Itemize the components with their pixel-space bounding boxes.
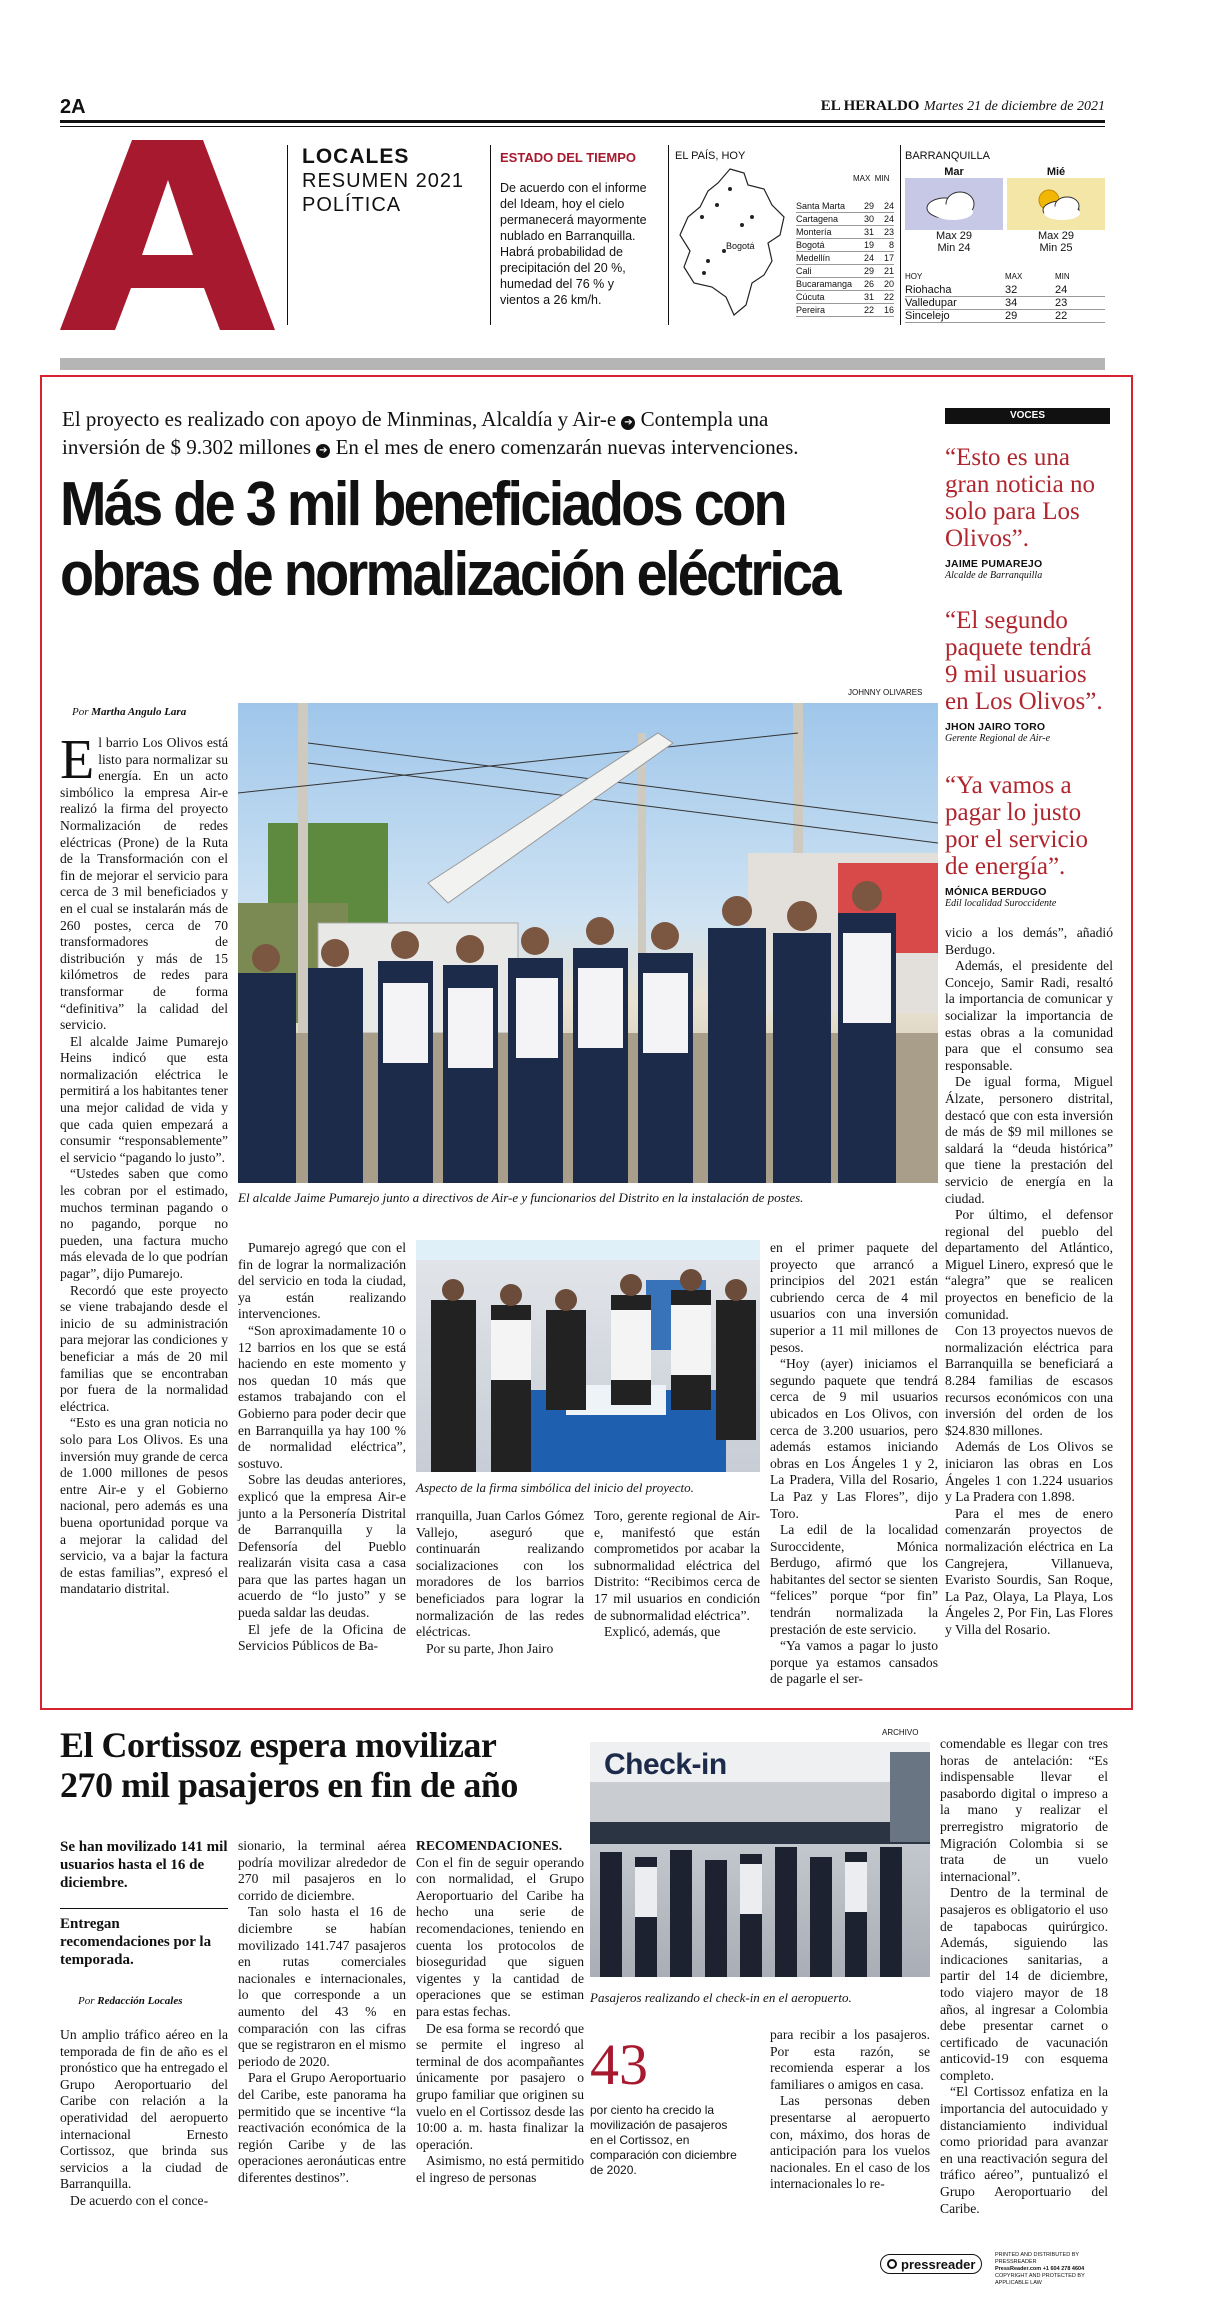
paragraph: Pumarejo agregó que con el fin de lograr la normalización del servicio en toda la ciudad, ya están realizando intervenciones. xyxy=(238,1240,406,1322)
byline xyxy=(78,1995,182,2007)
paragraph: en el primer paquete del proyecto que arrancó a principios del 2021 están cubriendo cerca de 4 mil usuarios con una inversión superior a 11 mil millones de pesos. xyxy=(770,1240,938,1355)
city-max: 19 xyxy=(863,240,874,250)
city-weather-row xyxy=(796,226,894,239)
header-rule xyxy=(60,120,1105,123)
city-min: 24 xyxy=(883,201,894,211)
country-weather-label: EL PAÍS, HOY xyxy=(675,150,746,162)
city-weather-row xyxy=(796,304,894,317)
city-name: Montería xyxy=(796,227,832,237)
paragraph: Tan solo hasta el 16 de diciembre se habían movilizado 141.747 pasajeros en rutas comerciales nacionales e internacionales, lo que corresponde a un aumento del 43 % en comparación con las cifras que se registraron en el mismo periodo de 2020. xyxy=(238,1904,406,2069)
city-weather-row xyxy=(796,252,894,265)
city-weather-row xyxy=(796,213,894,226)
footer-note xyxy=(995,2252,1115,2287)
voces-quote-2: “El segundo paquete tendrá 9 mil usuarios en Los Olivos”. xyxy=(945,607,1103,715)
day-label: Mié xyxy=(1046,166,1066,178)
city-weather-row xyxy=(796,278,894,291)
voces-name-2: JHON JAIRO TORO xyxy=(945,721,1046,733)
weather-divider-2 xyxy=(668,145,669,325)
photo-caption: Pasajeros realizando el check-in en el aeropuerto. xyxy=(590,1990,852,2005)
city-forecast-days xyxy=(905,166,1105,272)
byline-author: Redacción Locales xyxy=(97,1995,183,2007)
story2-sub2: Entregan recomendaciones por la temporada. xyxy=(60,1916,212,1968)
paragraph: vicio a los demás”, añadió Berdugo. xyxy=(945,925,1113,957)
city-name: Santa Marta xyxy=(796,201,846,211)
sub-rule xyxy=(60,1908,228,1909)
byline xyxy=(72,706,186,718)
section-subtitle[interactable]: RESUMEN 2021 xyxy=(302,170,465,192)
region-table-head xyxy=(905,272,1105,281)
story2-col1 xyxy=(60,2027,228,2210)
checkin-sign: Check-in xyxy=(604,1748,727,1781)
paragraph: sionario, la terminal aérea podría movilizar alrededor de 270 mil pasajeros en lo corrido de diciembre. xyxy=(238,1838,406,1903)
paragraph: De esa forma se recordó que se permite el ingreso al terminal de dos acompañantes únicamente por pasajero o grupo familiar que originen su vuelo en el Cortissoz desde las 10:00 a. m. hasta finalizar la operación. xyxy=(416,2020,584,2152)
byline-author: Martha Angulo Lara xyxy=(91,706,187,718)
forecast-day-1 xyxy=(905,166,1003,272)
drop-cap: E xyxy=(60,729,95,791)
deck-part-4: En el mes de enero comenzarán nuevas intervenciones. xyxy=(335,435,799,459)
city-min: 17 xyxy=(883,253,894,263)
paragraph: El jefe de la Oficina de Servicios Públicos de Ba- xyxy=(238,1621,406,1654)
paragraph: De igual forma, Miguel Álzate, personero distrital, destacó que con esta inversión de más de $9 mil millones se saldará la “deuda histórica” que tiene la prestación del servicio de energía en la ciudad. xyxy=(945,1074,1113,1206)
masthead-info xyxy=(821,98,1105,115)
region-weather-row xyxy=(905,310,1105,323)
paragraph: Un amplio tráfico aéreo en la temporada de fin de año es el pronóstico que ha entregado el Grupo Aeroportuario del Caribe con relación a la operatividad del aeropuerto internacional Ernesto Cortissoz, que brinda sus servicios a la ciudad de Barranquilla. xyxy=(60,2027,228,2192)
town-max: 29 xyxy=(1005,310,1018,322)
city-weather-row xyxy=(796,291,894,304)
city-max: 22 xyxy=(863,305,874,315)
partly-sunny-icon xyxy=(1007,178,1105,230)
paragraph: Explicó, además, que xyxy=(604,1624,721,1640)
paragraph: comendable es llegar con tres horas de antelación: “Es indispensable llevar el pasabordo digital o impreso a la mano y realizar el prerregistro migratorio de Migración Colombia si se trata de un vuelo internacional”. xyxy=(940,1736,1108,1884)
section-subtitle-2[interactable]: POLÍTICA xyxy=(302,194,402,216)
paragraph: El barrio Los Olivos está listo para normalizar su energía. En un acto simbólico la empresa Air-e realizó la firma del proyecto Normalización de redes eléctricas (Prone) de la Ruta de la Transformación con el fin de mejorar el servicio para cerca de 3 mil beneficiados y en el cual se instalarán más de 260 postes, cerca de 70 transformadores de distribución y más de 15 kilómetros de redes para transformar de forma “definitiva” la calidad del servicio. xyxy=(60,729,228,1033)
city-min: 24 xyxy=(883,214,894,224)
paragraph: RECOMENDACIONES. Con el fin de seguir operando con normalidad, el Grupo Aeroportuario del Caribe ha hecho una serie de recomendaciones, teniendo en cuenta los protocolos de bioseguridad que siguen vigentes y la cantidad de operaciones que se estiman para estas fechas. xyxy=(416,1838,584,2019)
deck-part-3: inversión de $ 9.302 millones xyxy=(62,435,312,459)
weather-divider-1 xyxy=(490,145,491,325)
paragraph: rranquilla, Juan Carlos Gómez Vallejo, aseguró que continuarán realizando socializaciones con los moradores de los barrios beneficiados para lograr la normalización de las redes eléctricas. xyxy=(416,1508,584,1640)
byline-prefix: Por xyxy=(78,1995,95,2007)
city-name: Cali xyxy=(796,266,812,276)
paragraph: “Esto es una gran noticia no solo para Los Olivos. Es una inversión muy grande de cerca de 1.000 millones de pesos entre Air-e y el Gobierno nacional, pero además es una buena oportunidad porque va a mejorar la calidad del servicio, va a bajar la factura de estas familias”, expresó el mandatario distrital. xyxy=(60,1415,228,1597)
story1-col5 xyxy=(770,1240,938,1688)
section-lead: RECOMENDACIONES. xyxy=(416,1838,563,1853)
city-name: Cartagena xyxy=(796,214,839,224)
town-name: Sincelejo xyxy=(905,310,950,322)
paragraph: Las personas deben presentarse al aeropuerto con, máximo, dos horas de anticipación para los vuelos nacionales. En el caso de los internacionales lo re- xyxy=(770,2093,930,2192)
weather-title: ESTADO DEL TIEMPO xyxy=(500,150,637,165)
col-min-label: MIN xyxy=(874,174,890,183)
paragraph: La edil de la localidad Suroccidente, Mónica Berdugo, afirmó que los habitantes del sector se sienten “felices” porque “por fin” tendrán normalizada la prestación de este servicio. xyxy=(770,1522,938,1637)
story1-col1 xyxy=(60,729,228,1598)
hoy-label: HOY xyxy=(905,272,923,281)
story2-sub1: Se han movilizado 141 mil usuarios hasta el 16 de diciembre. xyxy=(60,1839,228,1891)
city-max: 31 xyxy=(863,292,874,302)
city-weather-row xyxy=(796,265,894,278)
headline-line-1: Más de 3 mil beneficiados con xyxy=(60,470,785,539)
voces-label: VOCES xyxy=(945,408,1110,424)
day-label: Mar xyxy=(944,166,964,178)
ceremony-photo xyxy=(238,703,938,1183)
city-name: Bogotá xyxy=(796,240,825,250)
paragraph: Para el mes de enero comenzarán proyectos de normalización eléctrica en La Cangrejera, Villanueva, Evaristo Sourdis, San Roque, La Paz, Olaya, La Playa, Los Ángeles 2, Por Fin, Las Flores y Villa del Rosario. xyxy=(945,1505,1113,1637)
city-weather-label: BARRANQUILLA xyxy=(905,150,990,162)
story2-col5 xyxy=(770,2027,930,2193)
story1-col4 xyxy=(594,1508,760,1641)
city-max: 26 xyxy=(863,279,874,289)
region-weather-row xyxy=(905,284,1105,297)
town-max: 34 xyxy=(1005,297,1018,309)
paragraph: Asimismo, no está permitido el ingreso de personas xyxy=(416,2153,584,2185)
city-name: Bucaramanga xyxy=(796,279,853,289)
city-min: 16 xyxy=(883,305,894,315)
page-number: 2A xyxy=(60,96,86,118)
paragraph: “El Cortissoz enfatiza en la importancia del autocuidado y distanciamiento individual como prioridad para avanzar en una reactivación segura del tráfico aéreo”, puntualizó el Grupo Aeroportuario del Caribe. xyxy=(940,2084,1108,2216)
photo-credit: ARCHIVO xyxy=(882,1728,919,1737)
story1-headline xyxy=(60,470,940,610)
arrow-icon: ➔ xyxy=(316,444,330,458)
paragraph: Dentro de la terminal de pasajeros es obligatorio el uso de tapabocas quirúrgico. Además, siguiendo las indicaciones sanitarias, a partir del 14 de diciembre, todo viajero mayor de 18 años, al ingresar a Colombia debe presentar carnet o certificado de vacunación anticovid-19 con esquema completo. xyxy=(940,1885,1108,2083)
country-weather-table xyxy=(796,200,894,317)
paragraph: De acuerdo con el conce- xyxy=(70,2192,209,2208)
day-max: Max 29 xyxy=(1037,230,1075,242)
paragraph: Por su parte, Jhon Jairo xyxy=(426,1640,554,1656)
paragraph: para recibir a los pasajeros. Por esta razón, se recomienda esperar a los familiares o amigos en casa. xyxy=(770,2027,930,2092)
paragraph: El alcalde Jaime Pumarejo Heins indicó que esta normalización eléctrica le permitirá a los habitantes tener una mejor calidad de vida y que cada quien empezará a consumir “responsablemente” el servicio “pagando lo justo”. xyxy=(60,1033,228,1165)
pressreader-logo[interactable] xyxy=(880,2254,982,2274)
paragraph: Recordó que este proyecto se viene trabajando desde el inicio de su administración para mejorar las condiciones y beneficiar a más de 20 mil familias que se encontraban por fuera de la normalidad eléctrica. xyxy=(60,1282,228,1414)
arrow-icon: ➔ xyxy=(621,416,635,430)
story1-col3 xyxy=(416,1508,584,1657)
headline-line-1: El Cortissoz espera movilizar xyxy=(60,1725,497,1765)
footer-note-3: COPYRIGHT AND PROTECTED BY APPLICABLE LAW xyxy=(995,2273,1085,2286)
byline-prefix: Por xyxy=(72,706,89,718)
header-rule-thin xyxy=(60,126,1105,127)
city-weather-row xyxy=(796,239,894,252)
town-min: 22 xyxy=(1055,310,1068,322)
gray-band xyxy=(60,358,1105,370)
city-min: 8 xyxy=(888,240,894,250)
headline-line-2: obras de normalización eléctrica xyxy=(60,540,839,609)
hoy-max-label: MAX xyxy=(1005,272,1023,281)
story2-headline xyxy=(60,1725,590,1805)
town-min: 24 xyxy=(1055,284,1068,296)
paragraph: Por último, el defensor regional del pueblo del departamento del Atlántico, Miguel Linero, expresó que le “alegra” que se realicen proyectos en beneficio de la comunidad. xyxy=(945,1207,1113,1322)
voces-role-2: Gerente Regional de Air-e xyxy=(945,733,1051,744)
town-name: Riohacha xyxy=(905,284,952,296)
story1-col6 xyxy=(945,925,1113,1639)
story1-col2 xyxy=(238,1240,406,1655)
story2-col3 xyxy=(416,1838,584,2186)
paragraph: Toro, gerente regional de Air-e, manifestó que están comprometidos por acabar la subnormalidad eléctrica del Distrito: “Recibimos cerca de 17 mil usuarios en condición de subnormalidad eléctrica”. xyxy=(594,1508,760,1623)
paragraph: Sobre las deudas anteriores, explicó que la empresa Air-e junto a la Personería Distrital de Barranquilla y la Defensoría del Pueblo realizarán visita casa a casa para que las partes hagan un acuerdo de “lo justo” y se pueda saldar las deudas. xyxy=(238,1472,406,1621)
city-name: Medellín xyxy=(796,253,831,263)
pressreader-icon xyxy=(887,2259,897,2269)
voces-quote-3: “Ya vamos a pagar lo justo por el servicio de energía”. xyxy=(945,772,1089,880)
voces-role-1: Alcalde de Barranquilla xyxy=(945,570,1043,581)
paragraph: Para el Grupo Aeroportuario del Caribe, este panorama ha permitido que se incentive “la reactivación económica de la región Caribe y de las operaciones aeronáuticas entre diferentes destinos”. xyxy=(238,2070,406,2185)
signing-photo xyxy=(416,1240,760,1472)
paragraph: Además de Los Olivos se iniciaron las obras en Los Ángeles 1 con 1.224 usuarios y La Pradera con 1.898. xyxy=(945,1439,1113,1505)
paragraph: “Hoy (ayer) iniciamos el segundo paquete que tendrá cerca de 9 mil usuarios ubicados en Los Olivos, con cerca de 3.200 usuarios, pero además estamos iniciando obras en Los Ángeles 1 y 2, La Pradera, Villa del Rosario, La Paz y Las Flores”, dijo Toro. xyxy=(770,1356,938,1521)
day-min: Min 25 xyxy=(1039,242,1073,254)
voces-sidebar xyxy=(945,408,1110,909)
town-min: 23 xyxy=(1055,297,1068,309)
photo-credit: JOHNNY OLIVARES xyxy=(848,688,923,697)
story2-col2 xyxy=(238,1838,406,2186)
stat-text: por ciento ha crecido la movilización de pasajeros en el Cortissoz, en comparación con diciembre de 2020. xyxy=(590,2103,737,2177)
map-city-label: Bogotá xyxy=(726,241,755,251)
stat-number: 43 xyxy=(590,2032,648,2097)
col-max-label: MAX xyxy=(853,174,871,183)
section-title[interactable]: LOCALES xyxy=(302,145,410,168)
city-min: 22 xyxy=(883,292,894,302)
city-max: 29 xyxy=(863,266,874,276)
paragraph: Con 13 proyectos nuevos de normalización eléctrica para Barranquilla se beneficiará a 8.284 familias de escasos recursos económicos con una inversión del orden de los $24.830 millones. xyxy=(945,1323,1113,1438)
day-max: Max 29 xyxy=(935,230,973,242)
day-min: Min 24 xyxy=(937,242,971,254)
city-max: 29 xyxy=(863,201,874,211)
footer-note-2: PressReader.com +1 604 278 4604 xyxy=(995,2266,1085,2272)
region-weather-row xyxy=(905,297,1105,310)
photo-caption: El alcalde Jaime Pumarejo junto a directivos de Air-e y funcionarios del Distrito en la instalación de postes. xyxy=(238,1190,804,1205)
weather-divider-3 xyxy=(900,145,901,325)
section-nav xyxy=(302,145,464,217)
hoy-min-label: MIN xyxy=(1055,272,1070,281)
weather-forecast-text: De acuerdo con el informe del Ideam, hoy el cielo permanecerá mayormente nublado en Barranquilla. Habrá probabilidad de precipitación del 20 %, humedad del 76 % y vientos a 26 km/h. xyxy=(500,181,647,307)
city-max: 24 xyxy=(863,253,874,263)
city-name: Pereira xyxy=(796,305,826,315)
paragraph: “Ustedes saben que como les cobran por el estimado, muchos terminan pagando o no pagando, porque no pueden, una factura mucho más elevada de lo que podrían pagar”, dijo Pumarejo. xyxy=(60,1166,228,1281)
town-name: Valledupar xyxy=(905,297,957,309)
footer-note-1: PRINTED AND DISTRIBUTED BY PRESSREADER xyxy=(995,2252,1079,2265)
voces-name-3: MÓNICA BERDUGO xyxy=(945,886,1047,898)
pressreader-footer xyxy=(880,2252,1110,2286)
headline-line-2: 270 mil pasajeros en fin de año xyxy=(60,1765,518,1805)
paper-name: EL HERALDO xyxy=(820,98,920,114)
paragraph: “Son aproximadamente 10 o 12 barrios en los que se está haciendo en este momento y nos quedan 10 más que estamos trabajando con el Gobierno para poder decir que en Barranquilla ya hay 100 % de normalidad eléctrica”, sostuvo. xyxy=(238,1322,406,1471)
city-max: 31 xyxy=(863,227,874,237)
voces-role-3: Edil localidad Suroccidente xyxy=(945,898,1057,909)
section-divider xyxy=(287,145,288,325)
city-min: 20 xyxy=(883,279,894,289)
photo-caption: Aspecto de la firma simbólica del inicio del proyecto. xyxy=(416,1480,694,1495)
voces-name-1: JAIME PUMAREJO xyxy=(945,558,1043,570)
pressreader-brand: pressreader xyxy=(901,2256,976,2272)
voces-quote-1: “Esto es una gran noticia no solo para Los Olivos”. xyxy=(945,444,1095,552)
story1-deck xyxy=(62,405,942,461)
issue-date: Martes 21 de diciembre de 2021 xyxy=(923,99,1105,114)
city-max: 30 xyxy=(863,214,874,224)
section-letter-logo xyxy=(60,140,275,330)
story2-col6 xyxy=(940,1736,1108,2217)
town-max: 32 xyxy=(1005,284,1018,296)
city-weather-row xyxy=(796,200,894,213)
city-min: 23 xyxy=(883,227,894,237)
deck-part-1: El proyecto es realizado con apoyo de Minminas, Alcaldía y Air-e xyxy=(62,407,617,431)
deck-part-2: Contempla una xyxy=(640,407,769,431)
cloudy-icon xyxy=(905,178,1003,230)
city-name: Cúcuta xyxy=(796,292,825,302)
country-table-head xyxy=(853,174,893,183)
paragraph: “Ya vamos a pagar lo justo porque ya estamos cansados de pagarle el ser- xyxy=(770,1638,938,1687)
forecast-day-2 xyxy=(1007,166,1105,272)
region-weather-table xyxy=(905,284,1105,323)
paragraph: Además, el presidente del Concejo, Samir Radi, resaltó la importancia de comunicar y socializar la importancia de estas obras a la comunidad para que el consumo sea responsable. xyxy=(945,958,1113,1073)
city-min: 21 xyxy=(883,266,894,276)
